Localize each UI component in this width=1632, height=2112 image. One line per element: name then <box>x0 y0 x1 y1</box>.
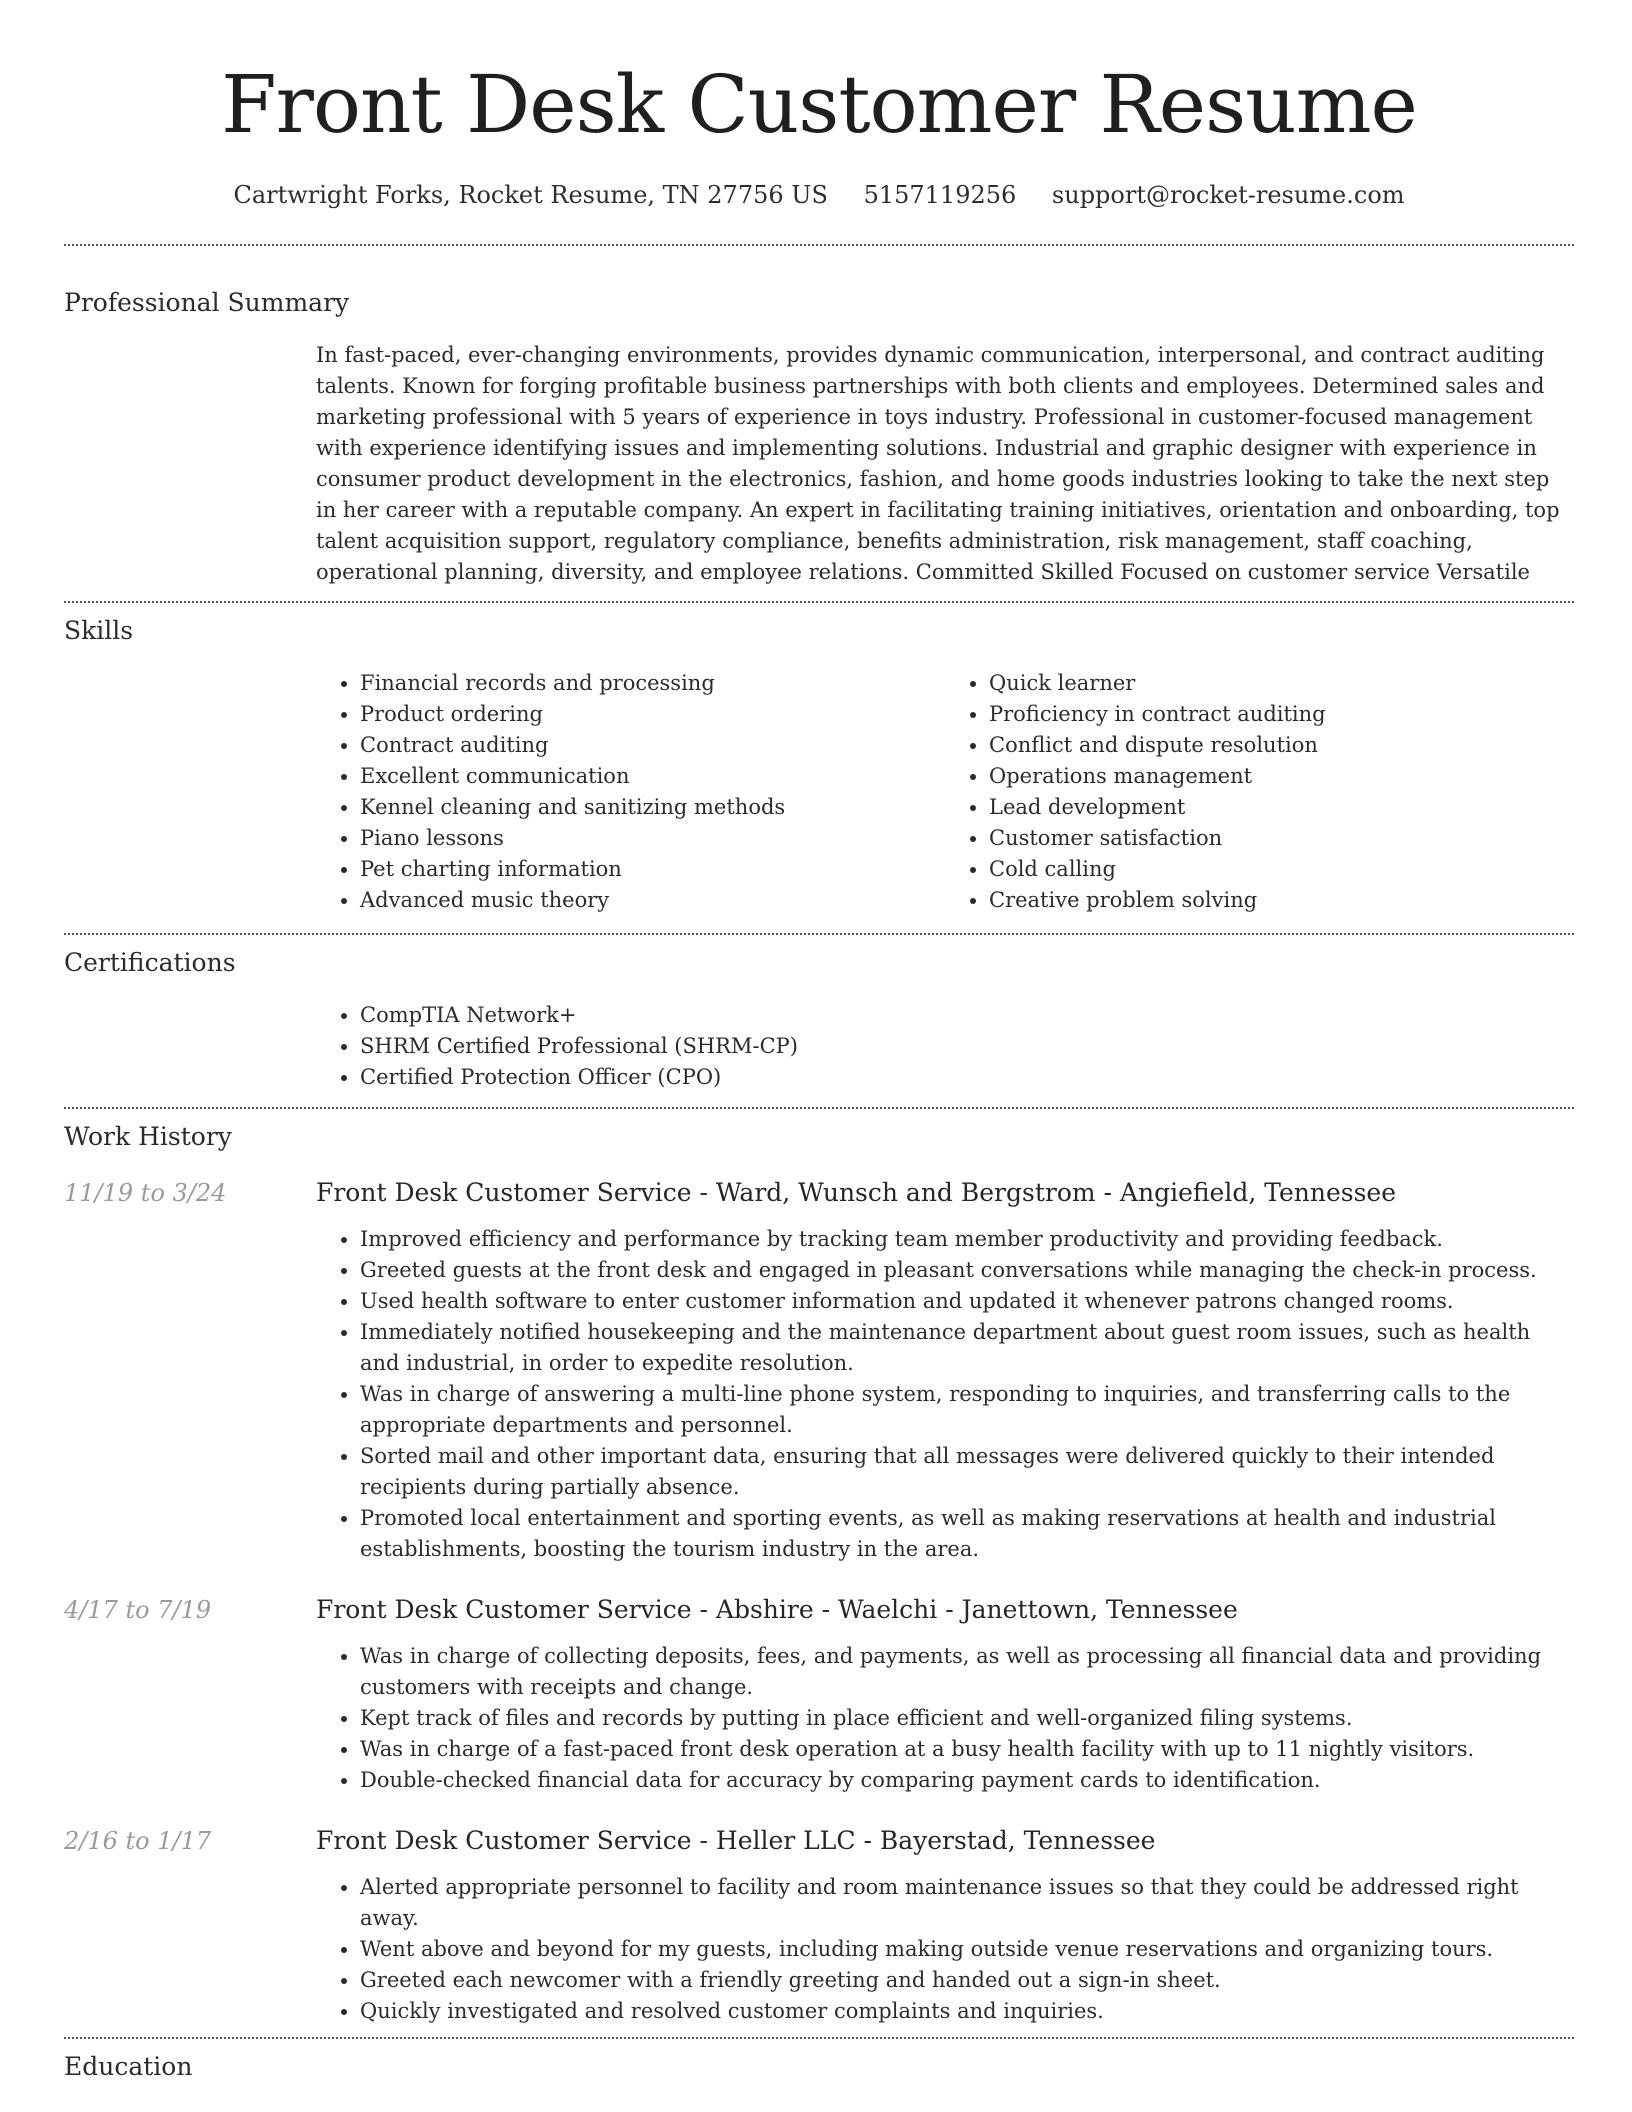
skill-item: • Contract auditing <box>360 730 945 761</box>
resume-page <box>64 0 1574 2084</box>
work-history-section <box>64 1120 1574 2027</box>
job-title: Front Desk Customer Service - Abshire - Waelchi - Janettown, Tennessee <box>316 1595 1238 1624</box>
skill-item: • Creative problem solving <box>989 885 1574 916</box>
divider <box>64 2037 1574 2039</box>
skill-item: • Operations management <box>989 761 1574 792</box>
skill-item: • Product ordering <box>360 699 945 730</box>
skill-item: • Kennel cleaning and sanitizing methods <box>360 792 945 823</box>
job-bullet: • Improved efficiency and performance by tracking team member productivity and providing feedback. <box>360 1224 1574 1255</box>
summary-text: In fast-paced, ever-changing environments, provides dynamic communication, interpersonal, and contract auditing talents. Known for forging profitable business partnerships with both clients and employees. Determined sales and marketing professional with 5 years of experience in toys industry. Professional in customer-focused management with experience identifying issues and implementing solutions. Industrial and graphic designer with experience in consumer product development in the electronics, fashion, and home goods industries looking to take the next step in her career with a reputable company. An expert in facilitating training initiatives, orientation and onboarding, top talent acquisition support, regulatory compliance, benefits administration, risk management, staff coaching, operational planning, diversity, and employee relations. Committed Skilled Focused on customer service Versatile <box>316 343 1560 584</box>
job-bullet: • Used health software to enter customer information and updated it whenever patrons changed rooms. <box>360 1286 1574 1317</box>
job-bullets <box>316 1224 1574 1565</box>
contact-phone: 5157119256 <box>863 181 1017 209</box>
job-bullet: • Double-checked financial data for accuracy by comparing payment cards to identification. <box>360 1765 1574 1796</box>
section-title-education: Education <box>64 2052 193 2081</box>
skill-item: • Financial records and processing <box>360 668 945 699</box>
skills-list-right <box>945 668 1574 916</box>
certifications-list <box>316 1000 1574 1093</box>
certification-item: • Certified Protection Officer (CPO) <box>360 1062 1574 1093</box>
job-bullets <box>316 1641 1574 1796</box>
skill-item: • Piano lessons <box>360 823 945 854</box>
job-bullet: • Was in charge of answering a multi-line phone system, responding to inquiries, and transferring calls to the appropriate departments and personnel. <box>360 1379 1574 1441</box>
skill-item: • Customer satisfaction <box>989 823 1574 854</box>
job-bullet: • Went above and beyond for my guests, including making outside venue reservations and organizing tours. <box>360 1934 1574 1965</box>
certifications-section <box>64 946 1574 1093</box>
section-title-certifications: Certifications <box>64 948 236 977</box>
skill-item: • Pet charting information <box>360 854 945 885</box>
job-bullet: • Sorted mail and other important data, ensuring that all messages were delivered quickly to their intended recipients during partially absence. <box>360 1441 1574 1503</box>
divider <box>64 601 1574 603</box>
skill-item: • Conflict and dispute resolution <box>989 730 1574 761</box>
job-bullet: • Greeted each newcomer with a friendly greeting and handed out a sign-in sheet. <box>360 1965 1574 1996</box>
job-bullet: • Greeted guests at the front desk and engaged in pleasant conversations while managing the check-in process. <box>360 1255 1574 1286</box>
skill-item: • Excellent communication <box>360 761 945 792</box>
section-title-skills: Skills <box>64 616 134 645</box>
skill-item: • Quick learner <box>989 668 1574 699</box>
job-bullet: • Immediately notified housekeeping and the maintenance department about guest room issues, such as health and industrial, in order to expedite resolution. <box>360 1317 1574 1379</box>
skills-list-left <box>316 668 945 916</box>
job-bullet: • Promoted local entertainment and sporting events, as well as making reservations at health and industrial establishments, boosting the tourism industry in the area. <box>360 1503 1574 1565</box>
certification-item: • SHRM Certified Professional (SHRM-CP) <box>360 1031 1574 1062</box>
resume-title: Front Desk Customer Resume <box>221 58 1417 151</box>
job-title: Front Desk Customer Service - Heller LLC - Bayerstad, Tennessee <box>316 1826 1156 1855</box>
section-title-work-history: Work History <box>64 1122 232 1151</box>
job-bullets <box>316 1872 1574 2027</box>
job-dates: 4/17 to 7/19 <box>64 1596 212 1624</box>
contact-line <box>64 178 1574 212</box>
job-bullet: • Quickly investigated and resolved customer complaints and inquiries. <box>360 1996 1574 2027</box>
professional-summary-section <box>64 286 1574 588</box>
divider <box>64 244 1574 246</box>
divider <box>64 933 1574 935</box>
skill-item: • Lead development <box>989 792 1574 823</box>
education-section <box>64 2050 1574 2084</box>
job-entry <box>64 1824 1574 2027</box>
contact-email[interactable]: support@rocket-resume.com <box>1051 181 1405 209</box>
job-entry <box>64 1176 1574 1565</box>
skills-grid <box>316 668 1574 916</box>
job-bullet: • Alerted appropriate personnel to facility and room maintenance issues so that they could be addressed right away. <box>360 1872 1574 1934</box>
divider <box>64 1107 1574 1109</box>
job-bullet: • Was in charge of a fast-paced front desk operation at a busy health facility with up to 11 nightly visitors. <box>360 1734 1574 1765</box>
job-title: Front Desk Customer Service - Ward, Wunsch and Bergstrom - Angiefield, Tennessee <box>316 1178 1397 1207</box>
skills-section <box>64 614 1574 916</box>
section-title-summary: Professional Summary <box>64 288 350 317</box>
contact-address: Cartwright Forks, Rocket Resume, TN 27756 US <box>233 181 828 209</box>
job-dates: 11/19 to 3/24 <box>64 1179 227 1207</box>
job-bullet: • Was in charge of collecting deposits, fees, and payments, as well as processing all financial data and providing customers with receipts and change. <box>360 1641 1574 1703</box>
job-entry <box>64 1593 1574 1796</box>
job-bullet: • Kept track of files and records by putting in place efficient and well-organized filing systems. <box>360 1703 1574 1734</box>
skill-item: • Proficiency in contract auditing <box>989 699 1574 730</box>
skill-item: • Cold calling <box>989 854 1574 885</box>
skill-item: • Advanced music theory <box>360 885 945 916</box>
certification-item: • CompTIA Network+ <box>360 1000 1574 1031</box>
job-dates: 2/16 to 1/17 <box>64 1827 212 1855</box>
